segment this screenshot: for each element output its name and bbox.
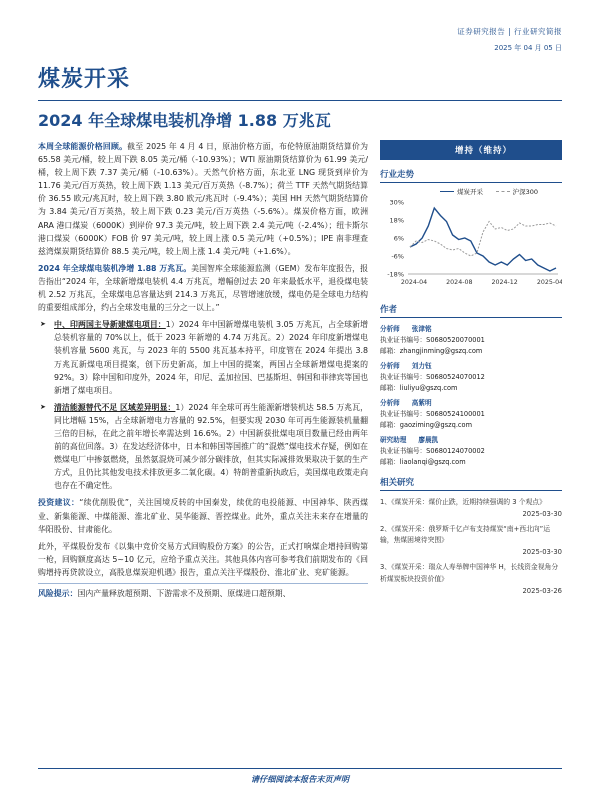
related-title[interactable]: 1、《煤炭开采：煤价止跌，近期持续强调的 3 个观点》 [380,498,546,506]
text-energy-prices: 截至 2025 年 4 月 4 日，原油价格方面，布伦特原油期货结算价为 65.58 美元/桶，较上周下跌 8.05 美元/桶（-10.93%）；WTI 原油期货结算价为 61.99 美元/桶，较上周下跌 7.37 美元/桶（-10.63%）。天然气价格方面，东北亚 LNG 现货到岸价为 11.76 美元/百万英热，较上周下跌 1.13 美元/百万英热（-8.7%）；荷兰 TTF 天然气期货结算价 36.55 欧元/兆瓦时，较上周下跌 3.80 欧元/兆瓦时（-9.4%）；美国 HH 天然气期货结算价为 3.84 美元/百万英热，较上周下跌 0.23 美元/百万英热（-5.6%）。煤炭价格方面，欧洲 ARA 港口煤炭（6000K）到岸价 97.3 美元/吨，较上周下跌 2.4 美元/吨（-2.4%）；纽卡斯尔港口煤炭（6000K）FOB 价 97 美元/吨，较上周上涨 0.5 美元/吨（+0.5%）；IPE 南非理查兹湾煤炭期货结算价 88.5 美元/吨，较上周上涨 1.4 美元/吨（+1.6%）。 [38,142,368,256]
author-block [380,361,562,394]
series-line-hs300 [410,222,556,257]
author-email[interactable]: 邮箱：zhangjinming@gszq.com [380,347,483,355]
author-block [380,398,562,431]
lead-coal-capacity: 2024 年全球煤电装机净增 1.88 万兆瓦。 [38,263,192,273]
author-email[interactable]: 邮箱：liuliyu@gszq.com [380,384,458,392]
title-divider [38,100,562,101]
author-cert: 执业证书编号：S0680524100001 [380,410,485,418]
report-date: 2025 年 04 月 05 日 [494,44,562,52]
footer-divider [38,768,562,769]
authors-heading: 作者 [380,303,562,318]
text-coal-capacity: 美国智库全球能源监测（GEM）发布年度报告，报告指出“2024 年，全球新增煤电装机 4.4 万兆瓦，增幅创过去 20 年来最低水平，退役煤电装机 2.52 万兆瓦，全球煤电总容量达到 214.3 万兆瓦，尽管增速放缓，煤电仍是全球电力结构的重要组成部分，约占全球发电量的三分之一以上。” [38,263,368,313]
related-date: 2025-03-30 [522,509,562,518]
x-tick-label: 2025-04 [536,279,562,286]
related-date: 2025-03-26 [522,586,562,595]
legend-label-coal: 煤炭开采 [457,188,483,196]
related-item[interactable] [380,497,562,521]
authors-list [380,324,562,468]
author-block [380,324,562,357]
author-cert: 执业证书编号：S0680524070012 [380,373,485,381]
x-tick-label: 2024-12 [491,279,518,286]
paragraph-buyback [38,540,368,579]
related-title[interactable]: 2、《煤炭开采：俄罗斯千亿卢布支持煤炭“南+西北向”运输，焦煤困境待突围》 [380,524,550,545]
chart-legend [440,187,538,196]
bullet-china-india-head: 中、印两国主导新建煤电项目： [54,320,166,330]
related-date: 2025-03-30 [522,548,562,557]
series-line-coal [410,208,556,271]
author-role: 分析师 [380,362,400,370]
bullet-clean-energy-text: 1）2024 年全球可再生能源新增装机达 58.5 万兆瓦，同比增幅 15%，占全球新增电力容量的 92.5%，但要实现 2030 年可再生能源装机量翻三倍的目标，在此之前年增长率需达到 16.6%。2）中国新获批煤电项目数量已经由两年前的高位回落。3）在发达经济体中，日本和韩国等国推广的“混燃”煤电技术存疑，例如在燃煤电厂中掺氨燃烧，虽然氨混烧可减少部分碳排放，但其实际减排效果取决于氨的生产方式，且仍比其他发电技术排放更多二氧化碳。4）特朗普重新执政后，美国煤电政策走向也存在不确定性。 [54,402,369,491]
related-list [380,497,562,597]
author-block [380,435,562,468]
author-role: 分析师 [380,399,400,407]
author-name: 刘力钰 [411,362,432,370]
author-name: 廖晨凯 [418,436,439,444]
text-buyback: 此外，平煤股份发布《以集中竞价交易方式回购股份方案》的公告，正式打响煤企增持回购第一枪，回购额度高达 5~10 亿元，应给予重点关注。其他具体内容可参考我们前期发布的《回购增持再贷款设立，高股息煤炭迎机遇》报告，重点关注平煤股份、淮北矿业、兖矿能源。 [38,541,368,577]
paragraph-coal-capacity [38,262,368,314]
author-cert: 执业证书编号：S0680520070001 [380,336,485,344]
author-email[interactable]: 邮箱：liaolanqi@gszq.com [380,458,466,466]
trend-heading: 行业走势 [380,168,562,183]
x-tick-label: 2024-04 [400,279,428,286]
lead-investment: 投资建议： [38,498,80,508]
author-cert: 执业证书编号：S0680124070002 [380,447,485,455]
report-type: 证券研究报告 | 行业研究简报 [457,27,562,36]
rating-badge: 增持（维持） [380,140,562,160]
trend-chart [380,196,562,291]
text-investment: “续优削股优”，关注国境反转的中国秦发，续优的电投能源、中国神华、陕西煤业、新集能源、中煤能源、淮北矿业、昊华能源、晋控煤业。此外，重点关注未来存在增量的华阳股份、甘肃能化。 [38,498,368,534]
bullet-icon: ➤ [40,402,46,411]
related-item[interactable] [380,562,562,597]
footer-disclaimer: 请仔细阅读本报告末页声明 [250,774,350,784]
author-name: 张津铭 [411,325,432,333]
paragraph-risk [38,583,368,600]
y-tick-label: 30% [389,198,404,207]
author-role: 研究助理 [380,436,407,444]
text-risk: 国内产量释放超预期、下游需求不及预期、原煤进口超预期、 [77,589,291,598]
related-item[interactable] [380,524,562,559]
sidebar [380,140,562,600]
main-body [38,140,368,604]
related-heading: 相关研究 [380,476,562,491]
report-title: 2024 年全球煤电装机净增 1.88 万兆瓦 [38,111,331,130]
bullet-icon: ➤ [40,320,46,329]
lead-energy-prices: 本周全球能源价格回顾。 [38,142,128,151]
author-name: 高紫明 [411,399,432,407]
legend-label-hs300: 沪深300 [512,188,538,196]
paragraph-investment [38,496,368,535]
y-tick-label: 18% [389,216,404,225]
bullet-clean-energy-head: 清洁能源替代不足 区域差异明显： [54,402,176,412]
legend-item-hs300 [496,187,538,196]
x-tick-label: 2024-08 [446,279,473,286]
paragraph-energy-prices [38,140,368,258]
industry-title: 煤炭开采 [38,67,131,92]
legend-swatch-hs300 [496,191,510,192]
y-tick-label: -18% [387,270,404,279]
legend-swatch-coal [440,191,454,192]
legend-item-coal [440,187,483,196]
author-role: 分析师 [380,325,400,333]
lead-risk: 风险提示： [38,589,78,598]
related-title[interactable]: 3、《煤炭开采：瑞众人寿举牌中国神华 H，长线资金视角分析煤炭板块投资价值》 [380,562,559,583]
report-header [457,26,562,53]
y-tick-label: 6% [393,234,404,243]
bullet-clean-energy [38,401,368,493]
author-email[interactable]: 邮箱：gaoziming@gszq.com [380,421,472,429]
bullet-china-india [38,318,368,397]
y-tick-label: -6% [391,252,404,261]
bullet-china-india-text: 1）2024 年中国新增煤电装机 3.05 万兆瓦，占全球新增总装机容量的 70%以上，低于 2023 年新增的 4.74 万兆瓦。2）2024 年印度新增煤电装机容量 5600 兆瓦，与 2023 年的 5500 兆瓦基本持平，印度管在 2024 年提出 3.8 万兆瓦新煤电项目提案，创下历史新高，加上中国的提案，两国占全球新增煤电提案的 92%。3）除中国和印度外，2024 年，印尼、孟加拉国、巴基斯坦、韩国和菲律宾等国也新增了煤电项目。 [54,320,368,395]
